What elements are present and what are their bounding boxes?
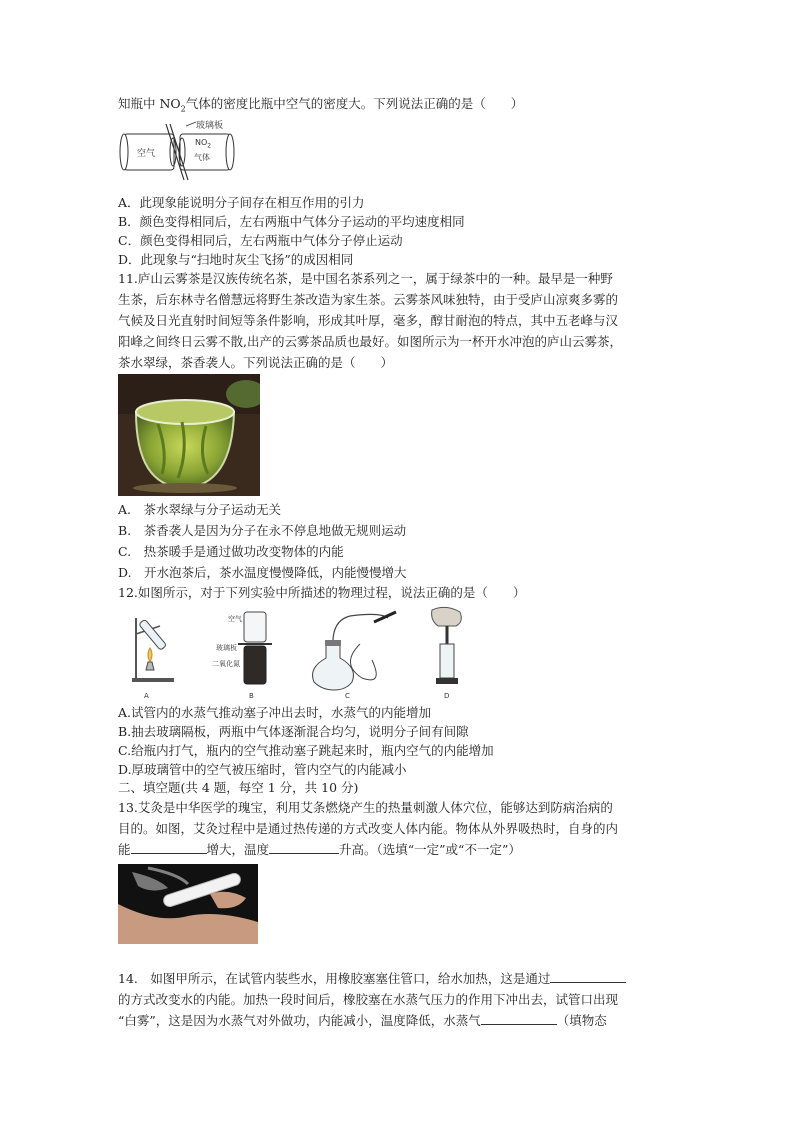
q12-fig-c-label: C <box>345 692 350 700</box>
q10-stem-sub: 2 <box>180 104 186 114</box>
q12-fig-no2-label: 二氧化氮 <box>212 660 240 668</box>
q10-fig-air-label: 空气 <box>137 149 156 159</box>
q10-fig-no2-sub: 2 <box>207 142 212 150</box>
q13-line3-part-c: 升高。（选填“一定”或“不一定”） <box>339 842 521 857</box>
q10-stem-pre: 知瓶中 NO <box>118 96 181 111</box>
q14-answer-blank-2[interactable] <box>481 1012 557 1025</box>
q12-fig-b-label: B <box>249 692 254 700</box>
q13-stem-line1: 13.艾灸是中华医学的瑰宝，利用艾条燃烧产生的热量刺激人体穴位，能够达到防病治病的 <box>118 800 613 815</box>
q10-stem <box>118 95 523 119</box>
q11-option-c: C. 热茶暖手是通过做功改变物体的内能 <box>118 544 344 559</box>
q11-stem-line3: 气候及日光直射时间短等条件影响，形成其叶厚，毫多，醇甘耐泡的特点，其中五老峰与汉 <box>118 313 619 328</box>
q14-stem-line3 <box>118 1012 607 1030</box>
q14-answer-blank-1[interactable] <box>550 970 626 983</box>
q10-fig-no2-text: NO <box>195 138 208 147</box>
q10-stem-post: 气体的密度比瓶中空气的密度大。下列说法正确的是（ ） <box>185 96 524 111</box>
q12-fig-glass-label: 玻璃板 <box>216 644 237 652</box>
q14-line3-part-b: （填物态 <box>556 1013 607 1028</box>
q12-stem: 12.如图所示，对于下列实验中所描述的物理过程，说法正确的是（ ） <box>118 585 526 600</box>
q12-fig-air-label: 空气 <box>228 615 242 623</box>
q12-figure-d <box>426 604 470 692</box>
q13-answer-blank-1[interactable] <box>131 841 207 854</box>
q13-line3-part-b: 增大，温度 <box>206 842 270 857</box>
q13-stem-line2: 目的。如图，艾灸过程中是通过热传递的方式改变人体内能。物体从外界吸热时，自身的内 <box>118 821 619 836</box>
q12-figure-c <box>300 604 400 692</box>
q14-line3-part-a: “白雾”，这是因为水蒸气对外做功，内能减小，温度降低，水蒸气 <box>118 1013 481 1028</box>
q14-line1-text: 14. 如图甲所示，在试管内装些水，用橡胶塞塞住管口，给水加热，这是通过 <box>118 971 551 986</box>
q11-stem-line1: 11.庐山云雾茶是汉族传统名茶，是中国名茶系列之一，属于绿茶中的一种。最早是一种野 <box>118 271 613 286</box>
q11-option-a: A. 茶水翠绿与分子运动无关 <box>118 502 282 517</box>
q10-option-b: B．颜色变得相同后，左右两瓶中气体分子运动的平均速度相同 <box>118 214 465 229</box>
q11-stem-line4: 阳峰之间终日云雾不散,出产的云雾茶品质也最好。如图所示为一杯开水冲泡的庐山云雾茶， <box>118 334 622 349</box>
q12-figure-a <box>124 604 184 692</box>
q12-fig-a-label: A <box>144 692 149 700</box>
tea-cup-photo <box>118 374 260 496</box>
q12-option-b: B.抽去玻璃隔板，两瓶中气体逐渐混合均匀，说明分子间有间隙 <box>118 724 469 739</box>
q10-fig-glass-label: 玻璃板 <box>196 121 224 131</box>
q10-option-a: A．此现象能说明分子间存在相互作用的引力 <box>118 195 365 210</box>
q12-option-a: A.试管内的水蒸气推动塞子冲出去时，水蒸气的内能增加 <box>118 705 432 720</box>
q10-fig-no2-label <box>195 138 211 150</box>
section-heading-fill-blank: 二、填空题(共 4 题，每空 1 分，共 10 分) <box>118 780 359 795</box>
q11-option-b: B. 茶香袭人是因为分子在永不停息地做无规则运动 <box>118 523 407 538</box>
q13-answer-blank-2[interactable] <box>269 841 339 854</box>
q12-option-c: C.给瓶内打气，瓶内的空气推动塞子跳起来时，瓶内空气的内能增加 <box>118 743 494 758</box>
q14-stem-line2: 的方式改变水的内能。加热一段时间后，橡胶塞在水蒸气压力的作用下冲出去，试管口出现 <box>118 992 619 1007</box>
q10-option-c: C．颜色变得相同后，左右两瓶中气体分子停止运动 <box>118 233 403 248</box>
q14-stem-line1 <box>118 970 626 988</box>
q13-line3-part-a: 能 <box>118 842 131 857</box>
q11-stem-line5: 茶水翠绿，茶香袭人。下列说法正确的是（ ） <box>118 355 394 370</box>
q13-stem-line3 <box>118 841 521 859</box>
q12-fig-d-label: D <box>444 692 450 700</box>
q10-option-d: D．此现象与“扫地时灰尘飞扬”的成因相同 <box>118 252 354 267</box>
moxibustion-photo <box>118 864 258 944</box>
q11-stem-line2: 生茶，后东林寺名僧慧远将野生茶改造为家生茶。云雾茶风味独特，由于受庐山凉爽多雾的 <box>118 292 619 307</box>
q10-fig-gas-label: 气体 <box>194 153 210 162</box>
q12-option-d: D.厚玻璃管中的空气被压缩时，管内空气的内能减小 <box>118 762 407 777</box>
q11-option-d: D. 开水泡茶后，茶水温度慢慢降低，内能慢慢增大 <box>118 565 407 580</box>
